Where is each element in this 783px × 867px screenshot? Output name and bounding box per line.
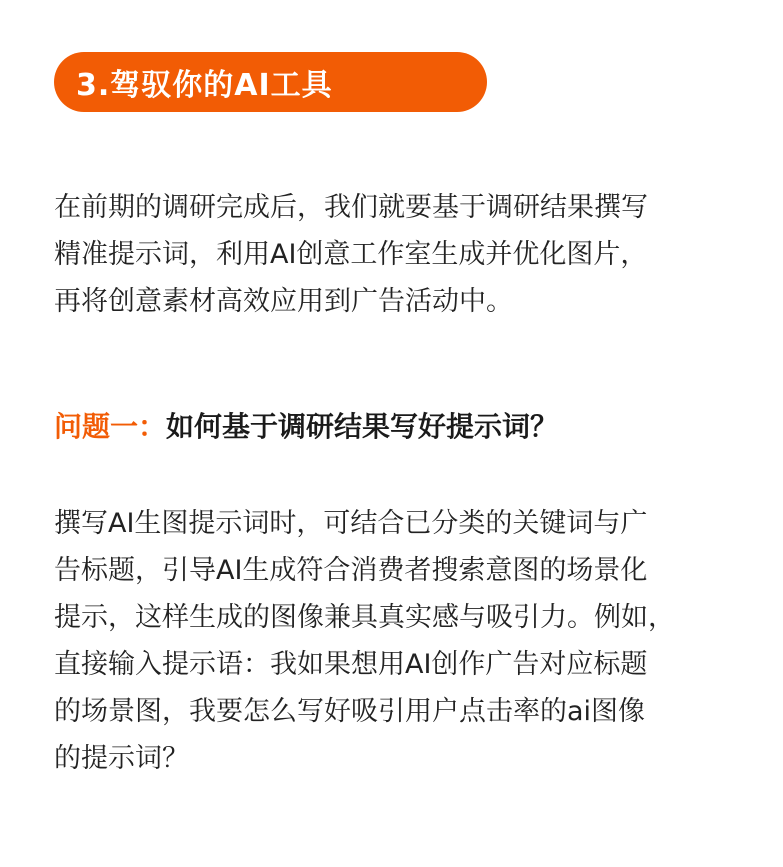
answer-paragraph	[54, 500, 744, 782]
answer-line: 告标题，引导AI生成符合消费者搜索意图的场景化	[54, 555, 648, 586]
question-label: 问题一：	[54, 410, 167, 443]
question-heading	[54, 407, 754, 447]
answer-line: 的场景图，我要怎么写好吸引用户点击率的ai图像	[54, 696, 646, 727]
answer-line: 的提示词？	[54, 743, 189, 774]
question-text: 如何基于调研结果写好提示词？	[166, 410, 559, 443]
intro-line: 精准提示词，利用AI创意工作室生成并优化图片，	[54, 239, 648, 270]
answer-line: 提示，这样生成的图像兼具真实感与吸引力。例如，	[54, 602, 675, 633]
section-title: 3.驾驭你的AI工具	[76, 68, 333, 103]
answer-line: 撰写AI生图提示词时，可结合已分类的关键词与广	[54, 508, 648, 539]
answer-line: 直接输入提示语：我如果想用AI创作广告对应标题	[54, 649, 648, 680]
intro-line: 再将创意素材高效应用到广告活动中。	[54, 286, 513, 317]
section-heading-pill	[54, 52, 487, 112]
intro-paragraph	[54, 184, 744, 325]
intro-line: 在前期的调研完成后，我们就要基于调研结果撰写	[54, 192, 648, 223]
